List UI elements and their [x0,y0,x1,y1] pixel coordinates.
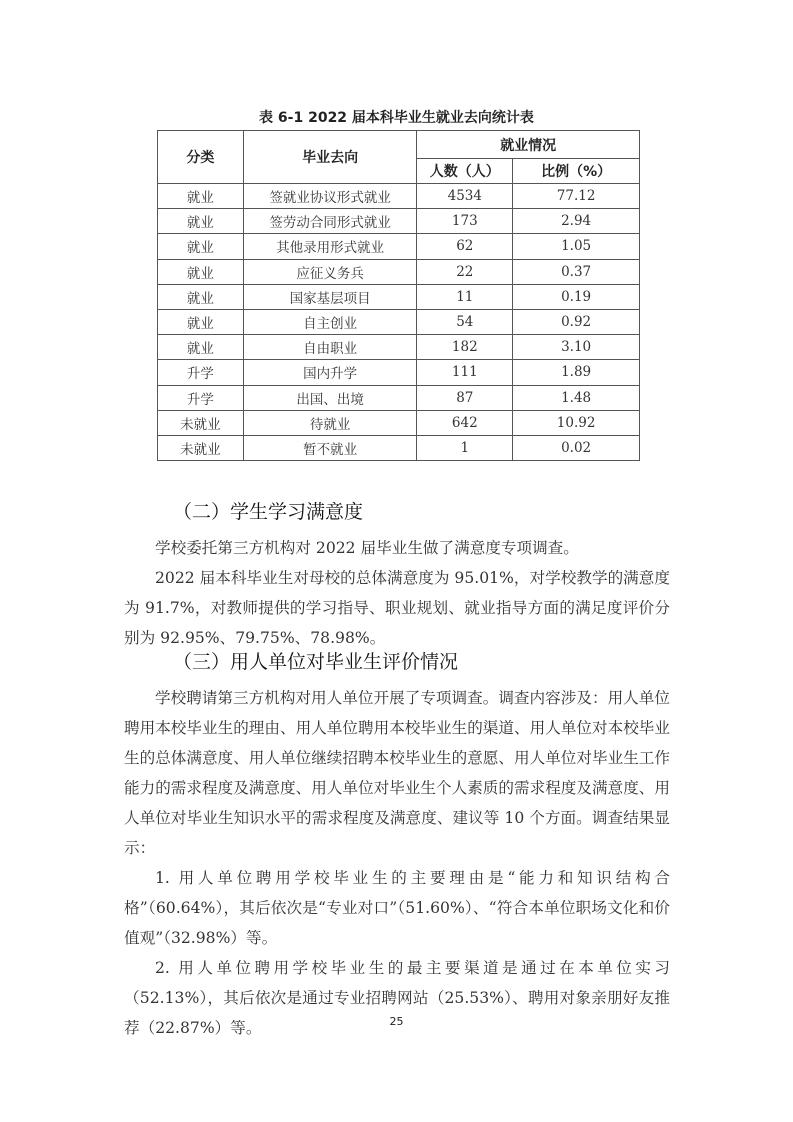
cell-count: 173 [417,209,513,234]
table-caption: 表 6-1 2022 届本科毕业生就业去向统计表 [259,110,534,126]
cell-destination: 待就业 [243,410,417,435]
cell-category: 就业 [158,209,244,234]
section3-body [124,683,670,1043]
cell-ratio: 1.89 [513,360,640,385]
cell-ratio: 1.48 [513,385,640,410]
header-ratio: 比例（%） [513,159,640,184]
section-heading-employer-evaluation: （三）用人单位对毕业生评价情况 [173,651,459,673]
header-category: 分类 [158,131,244,184]
cell-count: 182 [417,335,513,360]
table-row [158,234,640,259]
table-row [158,335,640,360]
table-row [158,385,640,410]
section-heading-student-satisfaction: （二）学生学习满意度 [173,501,364,523]
cell-count: 11 [417,284,513,309]
paragraph: 学校聘请第三方机构对用人单位开展了专项调查。调查内容涉及：用人单位聘用本校毕业生的理由、用人单位聘用本校毕业生的渠道、用人单位对本校毕业生的总体满意度、用人单位继续招聘本校毕业生的意愿、用人单位对毕业生工作能力的需求程度及满意度、用人单位对毕业生个人素质的需求程度及满意度、用人单位对毕业生知识水平的需求程度及满意度、建议等 10 个方面。调查结果显示： [124,689,670,857]
cell-category: 就业 [158,184,244,209]
cell-category: 就业 [158,259,244,284]
table-row [158,360,640,385]
cell-destination: 自由职业 [243,335,417,360]
cell-count: 1 [417,435,513,460]
paragraph: 学校委托第三方机构对 2022 届毕业生做了满意度专项调查。 [155,539,579,557]
cell-ratio: 1.05 [513,234,640,259]
cell-destination: 国家基层项目 [243,284,417,309]
cell-ratio: 0.92 [513,309,640,334]
table-row [158,209,640,234]
cell-category: 升学 [158,360,244,385]
cell-ratio: 0.19 [513,284,640,309]
cell-category: 就业 [158,335,244,360]
cell-category: 就业 [158,234,244,259]
cell-count: 111 [417,360,513,385]
section2-body [124,533,670,653]
cell-category: 未就业 [158,435,244,460]
cell-category: 未就业 [158,410,244,435]
cell-ratio: 3.10 [513,335,640,360]
paragraph: 1. 用人单位聘用学校毕业生的主要理由是“能力和知识结构合格”（60.64%），其后依次是“专业对口”（51.60%）、“符合本单位职场文化和价值观”（32.98%）等。 [124,869,670,947]
cell-destination: 国内升学 [243,360,417,385]
cell-count: 642 [417,410,513,435]
header-count: 人数（人） [417,159,513,184]
cell-destination: 签劳动合同形式就业 [243,209,417,234]
cell-ratio: 77.12 [513,184,640,209]
table-body [158,184,640,461]
header-employment-group: 就业情况 [417,131,640,159]
page-number: 25 [389,1015,404,1028]
cell-destination: 签就业协议形式就业 [243,184,417,209]
cell-category: 就业 [158,309,244,334]
cell-ratio: 2.94 [513,209,640,234]
cell-destination: 其他录用形式就业 [243,234,417,259]
cell-destination: 自主创业 [243,309,417,334]
table-row [158,410,640,435]
cell-count: 4534 [417,184,513,209]
cell-count: 62 [417,234,513,259]
cell-destination: 出国、出境 [243,385,417,410]
table-row [158,435,640,460]
employment-destination-table [157,130,640,461]
cell-destination: 暂不就业 [243,435,417,460]
table-row [158,184,640,209]
table-row [158,309,640,334]
table-row [158,259,640,284]
cell-destination: 应征义务兵 [243,259,417,284]
table-row [158,284,640,309]
cell-count: 54 [417,309,513,334]
cell-category: 升学 [158,385,244,410]
paragraph: 2. 用人单位聘用学校毕业生的最主要渠道是通过在本单位实习（52.13%），其后依次是通过专业招聘网站（25.53%）、聘用对象亲朋好友推荐（22.87%）等。 [124,959,670,1037]
cell-ratio: 0.02 [513,435,640,460]
cell-category: 就业 [158,284,244,309]
cell-count: 87 [417,385,513,410]
cell-ratio: 10.92 [513,410,640,435]
cell-count: 22 [417,259,513,284]
header-destination: 毕业去向 [243,131,417,184]
cell-ratio: 0.37 [513,259,640,284]
paragraph: 2022 届本科毕业生对母校的总体满意度为 95.01%，对学校教学的满意度为 91.7%，对教师提供的学习指导、职业规划、就业指导方面的满足度评价分别为 92.95%、79.75%、78.98%。 [124,569,670,647]
